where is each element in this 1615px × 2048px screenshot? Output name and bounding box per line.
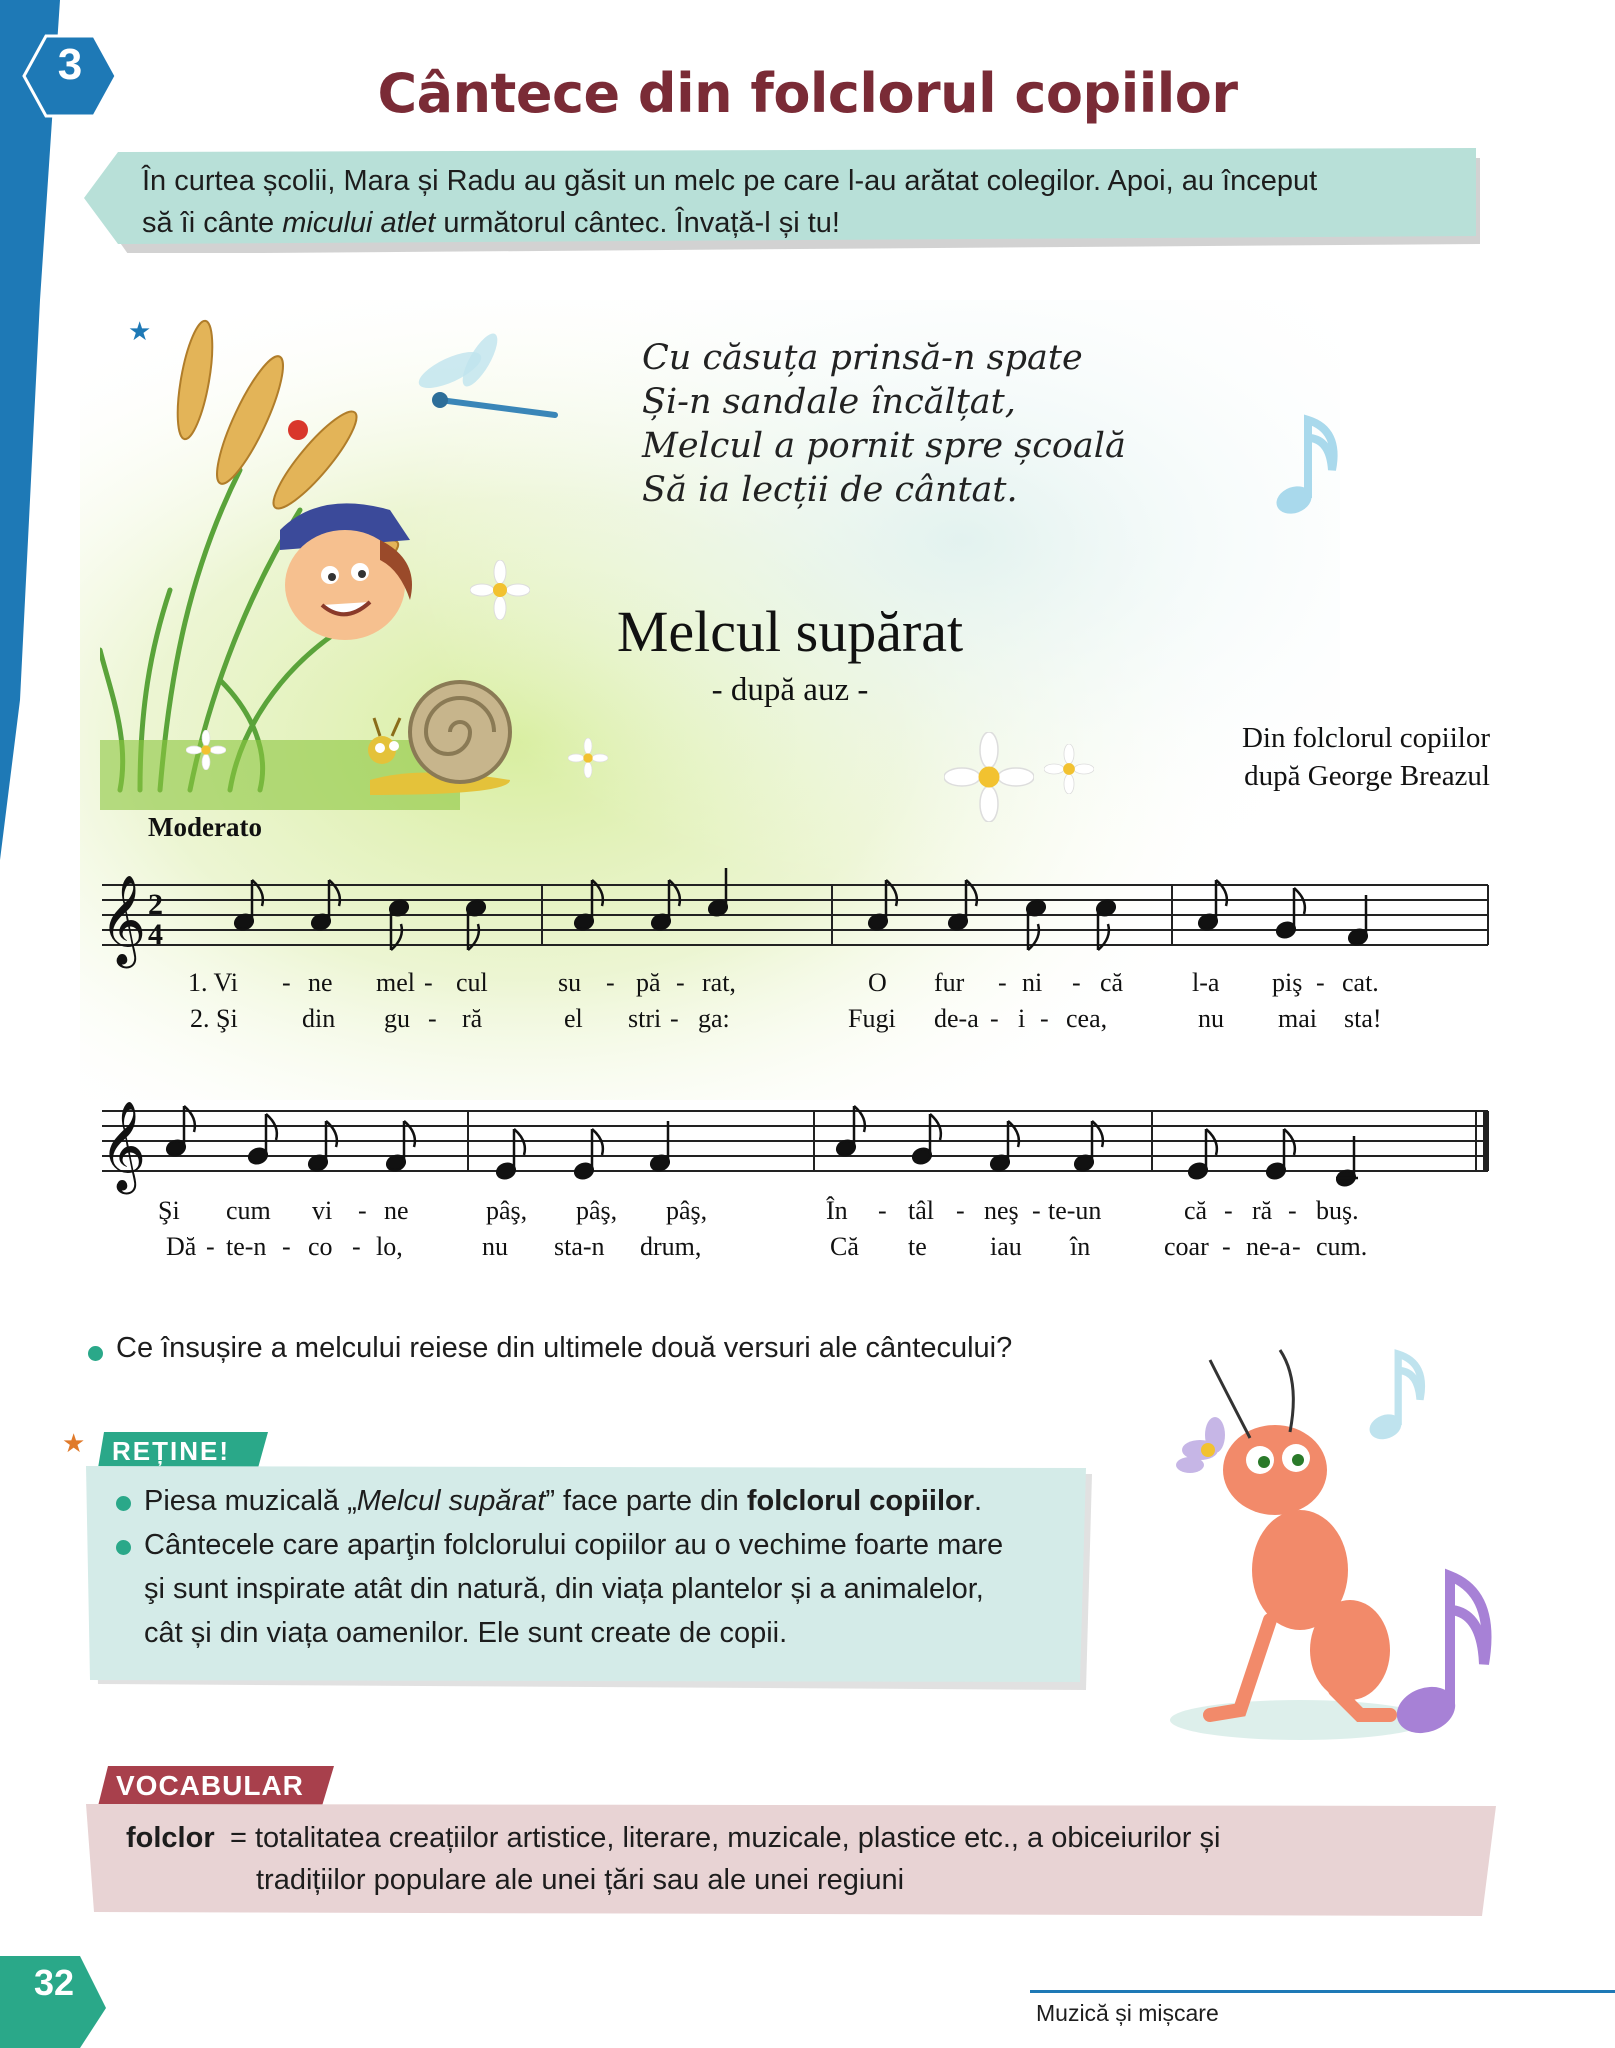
lyric-syllable: Că (830, 1232, 859, 1261)
retine-b1-end: . (974, 1485, 983, 1517)
lyric-syllable: cul (456, 968, 488, 997)
lyric-syllable: cum. (1316, 1232, 1368, 1261)
lyric-syllable: i (1018, 1004, 1026, 1033)
treble-clef-icon: 𝄞 (100, 875, 147, 965)
lyric-syllable: ră (462, 1004, 483, 1033)
music-note-icon (1388, 1560, 1498, 1740)
song-credit-line: Din folclorul copiilor (1241, 722, 1490, 754)
retine-b1-start: Piesa muzicală „ (144, 1485, 357, 1517)
song-credit-line: după George Breazul (1244, 760, 1490, 792)
footer-subject: Muzică și mișcare (1036, 2000, 1219, 2026)
vocabular-definition-line: tradițiilor populare ale unei țări sau ale unei regiuni (256, 1864, 905, 1896)
treble-clef-icon: 𝄞 (100, 1101, 147, 1191)
lyric-syllable: de-a (934, 1004, 979, 1033)
lyric-syllable: - (1222, 1232, 1231, 1261)
time-signature-top: 2 (148, 888, 163, 921)
lyric-syllable: ne-a (1246, 1232, 1291, 1261)
tempo-marking: Moderato (148, 812, 262, 842)
lyric-syllable: lo, (376, 1232, 403, 1261)
page-number: 32 (33, 1962, 75, 2003)
lyric-syllable: iau (990, 1232, 1022, 1261)
question-text: Ce însușire a melcului reiese din ultimele două versuri ale cântecului? (116, 1332, 1013, 1364)
lyric-syllable: te (908, 1232, 927, 1261)
lyric-syllable: - (956, 1196, 965, 1225)
lyric-syllable: - (998, 968, 1007, 997)
lyric-syllable: te-n (226, 1232, 267, 1261)
lyric-syllable: - (990, 1004, 999, 1033)
lyric-syllable: te-un (1048, 1196, 1102, 1225)
lyric-syllable: ră (1252, 1196, 1273, 1225)
lyric-syllable: cum (226, 1196, 271, 1225)
lyric-syllable: - (1316, 968, 1325, 997)
lyric-syllable: - (1040, 1004, 1049, 1033)
lyric-syllable: rat, (702, 968, 736, 997)
bullet-dot (116, 1540, 131, 1555)
song-subtitle: - după auz - (711, 672, 869, 708)
lyric-syllable: tâl (908, 1196, 934, 1225)
intro-line-2 (142, 202, 1472, 244)
lyric-syllable: - (206, 1232, 215, 1261)
daisy-icon (186, 730, 226, 770)
lyric-syllable: drum, (640, 1232, 702, 1261)
dragonfly-illustration (410, 330, 560, 440)
lyric-syllable: pâş, (486, 1196, 528, 1225)
lyric-syllable: el (564, 1004, 583, 1033)
lyric-syllable: - (358, 1196, 367, 1225)
daisy-icon (568, 738, 608, 778)
lyric-syllable: că (1184, 1196, 1208, 1225)
lyric-syllable: - (352, 1232, 361, 1261)
star-icon: ★ (62, 1428, 86, 1458)
lyric-syllable: - (606, 968, 615, 997)
retine-b1-bold: folclorul copiilor (746, 1485, 975, 1517)
vocabular-box (86, 1804, 1496, 1916)
intro-line-2-start: să îi cânte (142, 207, 283, 239)
lyric-syllable: nu (1198, 1004, 1224, 1033)
intro-line-1: În curtea școlii, Mara și Radu au găsit un melc pe care l-au arătat colegilor. Apoi, au început (142, 165, 1318, 197)
vocabular-term: folclor (126, 1822, 215, 1854)
retine-b1-mid: ” face parte din (545, 1485, 747, 1517)
lyric-syllable: cea, (1066, 1004, 1108, 1033)
lyric-syllable: - (1072, 968, 1081, 997)
lyric-syllable: în (1070, 1232, 1091, 1261)
lyric-syllable: că (1100, 968, 1124, 997)
lyric-syllable: pâş, (666, 1196, 708, 1225)
lyric-syllable: 2. Şi (190, 1004, 238, 1033)
lyric-syllable: - (670, 1004, 679, 1033)
bullet-dot (116, 1496, 131, 1511)
lyric-syllable: stri (628, 1004, 662, 1033)
retine-b1-italic: Melcul supărat (356, 1485, 546, 1517)
lyric-syllable: - (1292, 1232, 1301, 1261)
lyric-syllable: buş. (1316, 1196, 1359, 1225)
retine-bullet-2-line: cât și din viața oamenilor. Ele sunt create de copii. (144, 1617, 788, 1649)
lyric-syllable: - (428, 1004, 437, 1033)
music-staff-1 (96, 860, 1496, 970)
music-note-icon (1360, 1345, 1440, 1445)
lyric-syllable: piş (1272, 968, 1303, 997)
lyric-syllable: Fugi (848, 1004, 896, 1033)
unit-number: 3 (57, 40, 83, 89)
lyric-syllable: ni (1022, 968, 1043, 997)
lyric-syllable: Şi (158, 1196, 180, 1225)
poem-line: Melcul a pornit spre școală (642, 426, 1126, 466)
music-staff-2 (96, 1086, 1496, 1196)
retine-bullet-1 (144, 1480, 1094, 1523)
intro-line-2-end: următorul cântec. Învață-l și tu! (435, 207, 840, 239)
lyric-syllable: - (1224, 1196, 1233, 1225)
poem-line: Să ia lecții de cântat. (642, 470, 1018, 510)
star-icon: ★ (128, 316, 152, 346)
lyric-syllable: ne (308, 968, 333, 997)
intro-text (142, 160, 1472, 244)
lyric-syllable: - (676, 968, 685, 997)
poem-line: Cu căsuța prinsă-n spate (642, 338, 1083, 378)
lyric-syllable: gu (384, 1004, 410, 1033)
lyric-syllable: - (1032, 1196, 1041, 1225)
lyric-syllable: pâş, (576, 1196, 618, 1225)
lyric-syllable: - (1288, 1196, 1297, 1225)
bullet-dot (88, 1346, 103, 1361)
lyric-syllable: 1. Vi (188, 968, 238, 997)
left-edge-decoration (0, 0, 60, 860)
page-title: Cântece din folclorul copiilor (377, 62, 1238, 125)
intro-line-2-italic: micului atlet (282, 207, 436, 239)
lyric-syllable: sta-n (554, 1232, 605, 1261)
lyric-syllable: fur (934, 968, 965, 997)
footer-rule (1030, 1990, 1615, 1993)
lyric-syllable: mel (376, 968, 415, 997)
lyric-syllable: ga: (698, 1004, 730, 1033)
vocabular-definition-line: = totalitatea creațiilor artistice, literare, muzicale, plastice etc., a obiceiurilor și (230, 1822, 1221, 1854)
song-title: Melcul supărat (616, 599, 964, 664)
lyric-syllable: vi (312, 1196, 333, 1225)
lyric-syllable: mai (1278, 1004, 1317, 1033)
lyric-syllable: O (868, 968, 887, 997)
music-note-icon (1270, 410, 1350, 520)
lyric-syllable: co (308, 1232, 333, 1261)
retine-bullet-2-line: Cântecele care aparţin folclorului copiilor au o vechime foarte mare (144, 1529, 1004, 1561)
lyric-syllable: pă (636, 968, 661, 997)
vocabular-label: VOCABULAR (116, 1770, 304, 1801)
lyric-syllable: su (558, 968, 582, 997)
lyric-syllable: - (282, 1232, 291, 1261)
lyric-syllable: l-a (1192, 968, 1220, 997)
poem-line: Și-n sandale încălțat, (642, 382, 1016, 422)
lyric-syllable: - (424, 968, 433, 997)
lyric-syllable: cat. (1342, 968, 1379, 997)
lyric-syllable: În (826, 1196, 848, 1225)
lyric-syllable: - (878, 1196, 887, 1225)
time-signature-bottom: 4 (148, 918, 163, 951)
retine-bullet-2-line: şi sunt inspirate atât din natură, din viața plantelor și a animalelor, (144, 1573, 984, 1605)
lyric-syllable: - (282, 968, 291, 997)
lyric-syllable: ne (384, 1196, 409, 1225)
lyric-syllable: din (302, 1004, 336, 1033)
retine-label: REȚINE! (112, 1436, 230, 1466)
lyric-syllable: neş (984, 1196, 1019, 1225)
lyric-syllable: coar (1164, 1232, 1209, 1261)
lyric-syllable: sta! (1344, 1004, 1382, 1033)
lyric-syllable: Dă (166, 1232, 197, 1261)
lyric-syllable: nu (482, 1232, 508, 1261)
